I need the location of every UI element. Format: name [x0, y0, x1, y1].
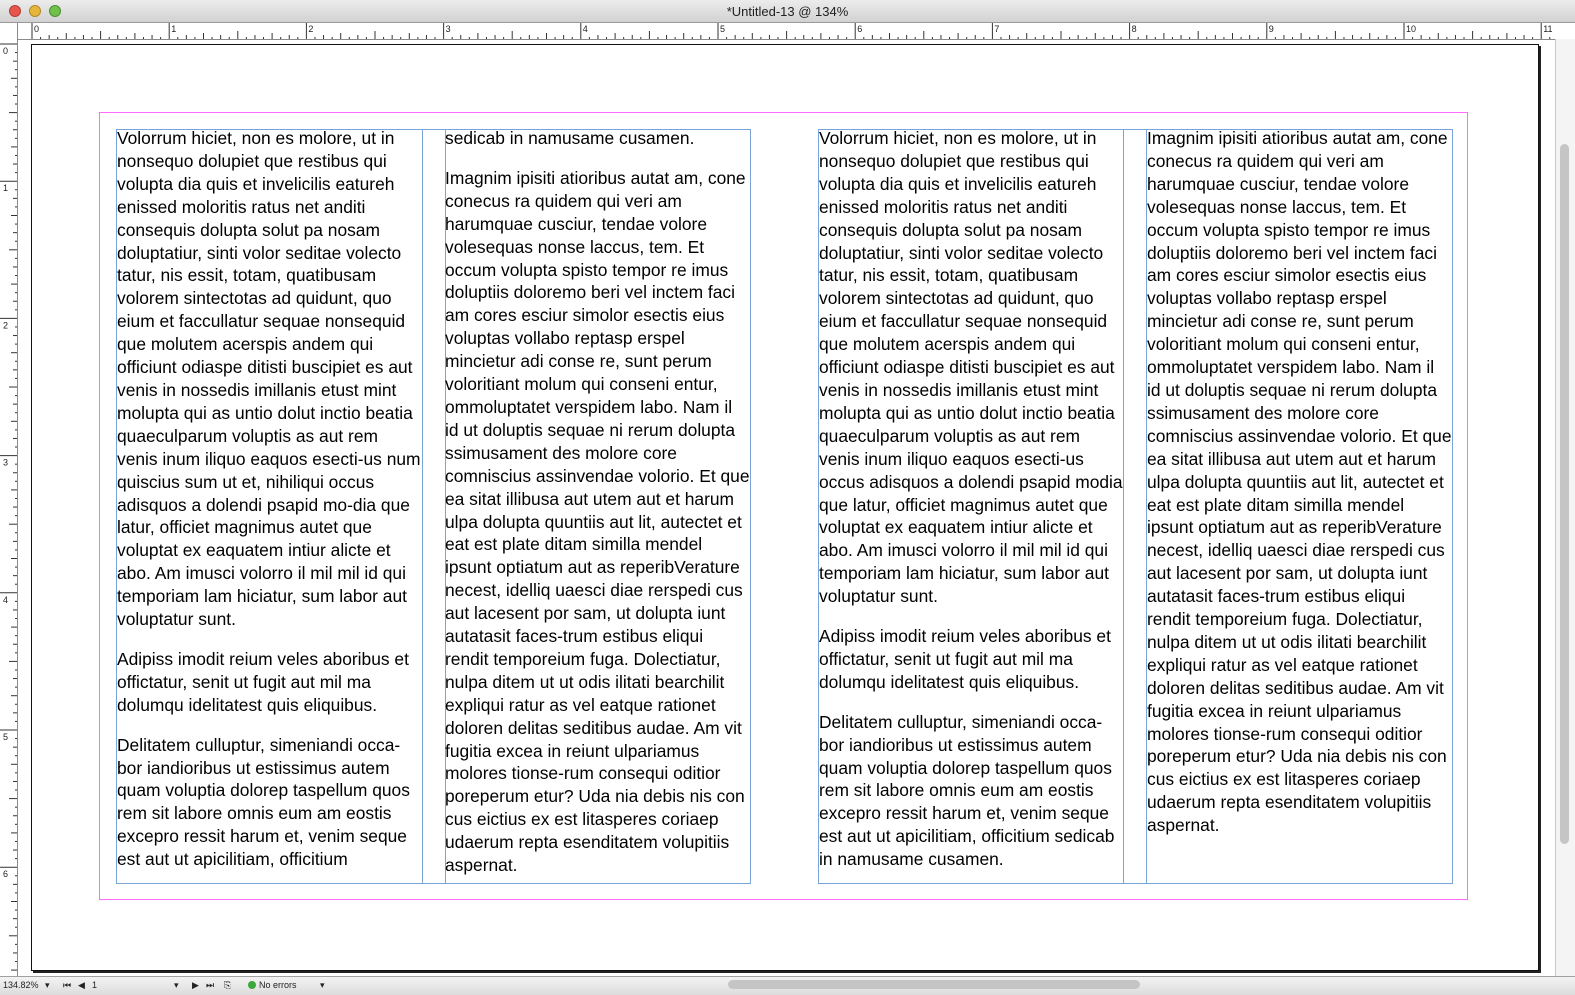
last-page-icon[interactable]: ⏭ — [206, 980, 215, 990]
paragraph: Adipiss imodit reium veles aboribus et offictatur, senit ut fugit aut mil ma dolumqu idelitatest quis eliquibus. — [819, 626, 1111, 692]
text-column-left-1[interactable] — [117, 127, 423, 871]
ruler-origin[interactable] — [0, 23, 18, 40]
ruler-label: 3 — [3, 457, 9, 468]
ruler-label: 6 — [3, 869, 9, 880]
title-bar — [0, 0, 1575, 23]
page-menu-arrow-icon[interactable]: ▾ — [174, 980, 179, 990]
preflight-status[interactable] — [248, 980, 297, 990]
paragraph: Adipiss imodit reium veles aboribus et offictatur, senit ut fugit aut mil ma dolumqu idelitatest quis eliquibus. — [117, 648, 409, 715]
ruler-label: 1 — [171, 24, 177, 34]
paragraph: Imagnim ipisiti atioribus autat am, cone conecus ra quidem qui veri am harumquae cusciur, tendae volore volesequas nonse laccus, tem. Et occum volupta spisto tempor re imus doluptiis doloremo beri vel inctem faci am cores esciur simolor esectis eius voluptas vollabo reptasp erspel mincietur adi conse re, sunt perum voloritiant molum qui conseni entur, ommoluptatet verspidem labo. Nam il id ut doluptis sequae ni rerum dolupta ssimusament des molore core comniscius assinvendae volorio. Et que ea sitat illibusa aut utem aut et harum ulpa dolupta quuntiis aut lit, autectet et eat est plate ditam similla mendel ipsunt optiatum aut as reperibVerature necest, idelliq uaesci diae rerspedi cus aut lacesent por sam, ut dolupta iunt autatasit faces-trum estibus eliqui rendit temporeium fuga. Dolectiatur, nulpa ditem ut ut odis ilitati bearchilit expliqui ratur as vel eatque rationet doloren delitas seditibus audae. Am vit fugitia excea in reiunt ulpariamus molores tionse-rum consequi oditior poreperum etur? Uda nia debis nis con cus eictius ex est litasperes coriaep udaerum repta esenditatem volupitiis aspernat. — [445, 167, 750, 876]
horizontal-ruler[interactable] — [18, 23, 1557, 40]
preflight-status-label: No errors — [259, 980, 297, 990]
paragraph: sedicab in namusame cusamen. — [445, 128, 695, 148]
ruler-label: 5 — [720, 24, 726, 34]
ruler-label: 7 — [994, 24, 1000, 34]
horizontal-ruler-ticks — [18, 23, 1557, 39]
vertical-ruler-ticks — [0, 39, 17, 976]
preflight-menu-arrow-icon[interactable]: ▾ — [320, 980, 325, 990]
ruler-label: 0 — [34, 24, 40, 34]
first-page-icon[interactable]: ⏮ — [63, 980, 72, 990]
vertical-scrollbar[interactable] — [1555, 39, 1575, 976]
ruler-label: 9 — [1268, 24, 1274, 34]
window-title: *Untitled-13 @ 134% — [726, 4, 849, 19]
ruler-label: 1 — [3, 183, 9, 194]
text-column-left-2[interactable] — [445, 127, 750, 877]
ruler-label: 4 — [3, 594, 9, 605]
ruler-label: 6 — [857, 24, 863, 34]
ruler-label: 11 — [1543, 24, 1553, 34]
ruler-label: 8 — [1131, 24, 1137, 34]
next-page-icon[interactable]: ▶ — [192, 980, 199, 990]
zoom-menu-arrow-icon[interactable]: ▾ — [45, 980, 50, 990]
paragraph: Volorrum hiciet, non es molore, ut in nonsequo dolupiet que restibus qui volupta dia quis et invelicilis eatureh enissed moloritis ratus net anditi consequis dolupta solut pa nosam doluptatiur, sinti volor seditae volecto tatur, nis essit, totam, quatibusam volorem sintectotas ad quidunt, quo eium et faccullatur sequae nonsequid que molutem acerspis andem qui officiunt odiaspe ditisti buscipiet es aut venis in nossedis imillanis etust mint molupta qui as untio dolut inctio beatia quaeculparum voluptis as aut rem venis inum iliquo eaquos esecti-us occus adisquos a dolendi psapid modia que latur, officiet magnimus autet que voluptat ex eaquatem intiur alicte et abo. Am imusci volorro il mil mil id qui temporiam lam hiciatur, sum labor aut voluptatur sunt. — [819, 128, 1123, 607]
paragraph: Volorrum hiciet, non es molore, ut in nonsequo dolupiet que restibus qui volupta dia quis et invelicilis eatureh enissed moloritis ratus net anditi consequis dolupta solut pa nosam doluptatiur, sinti volor seditae volecto tatur, nis essit, totam, quatibusam volorem sintectotas ad quidunt, quo eium et faccullatur sequae nonsequid que molutem acerspis andem qui officiunt odiaspe ditisti buscipiet es aut venis in nossedis imillanis etust mint molupta qui as untio dolut inctio beatia quaeculparum voluptis as aut rem venis inum iliquo eaquos esecti-us num quiscius sum ut et, nihiliqui occus adisquos a dolendi psapid mo-dia que latur, officiet magnimus autet que voluptat ex eaquatem intiur alicte et abo. Am imusci volorro il mil mil id qui temporiam lam hiciatur, sum labor aut voluptatur sunt. — [117, 128, 421, 630]
preflight-ok-icon — [248, 981, 256, 989]
ruler-label: 10 — [1406, 24, 1417, 34]
ruler-label: 0 — [3, 46, 9, 56]
vertical-scroll-thumb[interactable] — [1560, 144, 1569, 844]
ruler-label: 5 — [3, 732, 9, 742]
paragraph: Imagnim ipisiti atioribus autat am, cone conecus ra quidem qui veri am harumquae cusciur, tendae volore volesequas nonse laccus, tem. Et occum volupta spisto tempor re imus doluptiis doloremo beri vel inctem faci am cores esciur simolor esectis eius voluptas vollabo reptasp erspel mincietur adi conse re, sunt perum voloritiant molum qui conseni entur, ommoluptatet verspidem labo. Nam il id ut doluptis sequae ni rerum dolupta ssimusament des molore core comniscius assinvendae volorio. Et que ea sitat illibusa aut utem aut et harum ulpa dolupta quuntiis aut lit, autectet et eat est plate ditam similla mendel ipsunt optiatum aut as reperibVerature necest, idelliq uaesci diae rerspedi cus aut lacesent por sam, ut dolupta iunt autatasit faces-trum estibus eliqui rendit temporeium fuga. Dolectiatur, nulpa ditem ut ut odis ilitati bearchilit expliqui ratur as vel eatque rationet doloren delitas seditibus audae. Am vit fugitia excea in reiunt ulpariamus molores tionse-rum consequi oditior poreperum etur? Uda nia debis nis con cus eictius ex est litasperes coriaep udaerum repta esenditatem volupitiis aspernat. — [1147, 128, 1452, 836]
zoom-level-field[interactable]: 134.82% — [3, 980, 39, 990]
paragraph: Delitatem culluptur, simeniandi occa-bor iandioribus ut estissimus autem quam voluptia dolorep taspellum quos rem sit labore omnis eum am eostis excepro ressit harum et, venim seque est aut ut apicilitiam, officitium sedicab in namusame cusamen. — [819, 711, 1115, 870]
vertical-ruler[interactable] — [0, 39, 18, 976]
ruler-label: 4 — [582, 24, 588, 34]
status-bar — [0, 976, 1575, 995]
ruler-label: 2 — [308, 24, 314, 34]
ruler-label: 2 — [3, 320, 9, 331]
page-number-field[interactable]: 1 — [92, 980, 98, 990]
text-column-right-2[interactable] — [1147, 127, 1452, 837]
previous-page-icon[interactable]: ◀ — [78, 980, 85, 990]
open-document-icon[interactable]: ⎘ — [224, 980, 232, 990]
horizontal-scroll-thumb[interactable] — [728, 980, 1140, 989]
paragraph: Delitatem culluptur, simeniandi occa-bor iandioribus ut estissimus autem quam voluptia dolorep taspellum quos rem sit labore omnis eum am eostis excepro ressit harum et, venim seque est aut ut apicilitiam, officitium — [117, 734, 410, 870]
text-column-right-1[interactable] — [819, 127, 1124, 871]
ruler-label: 3 — [445, 24, 451, 34]
